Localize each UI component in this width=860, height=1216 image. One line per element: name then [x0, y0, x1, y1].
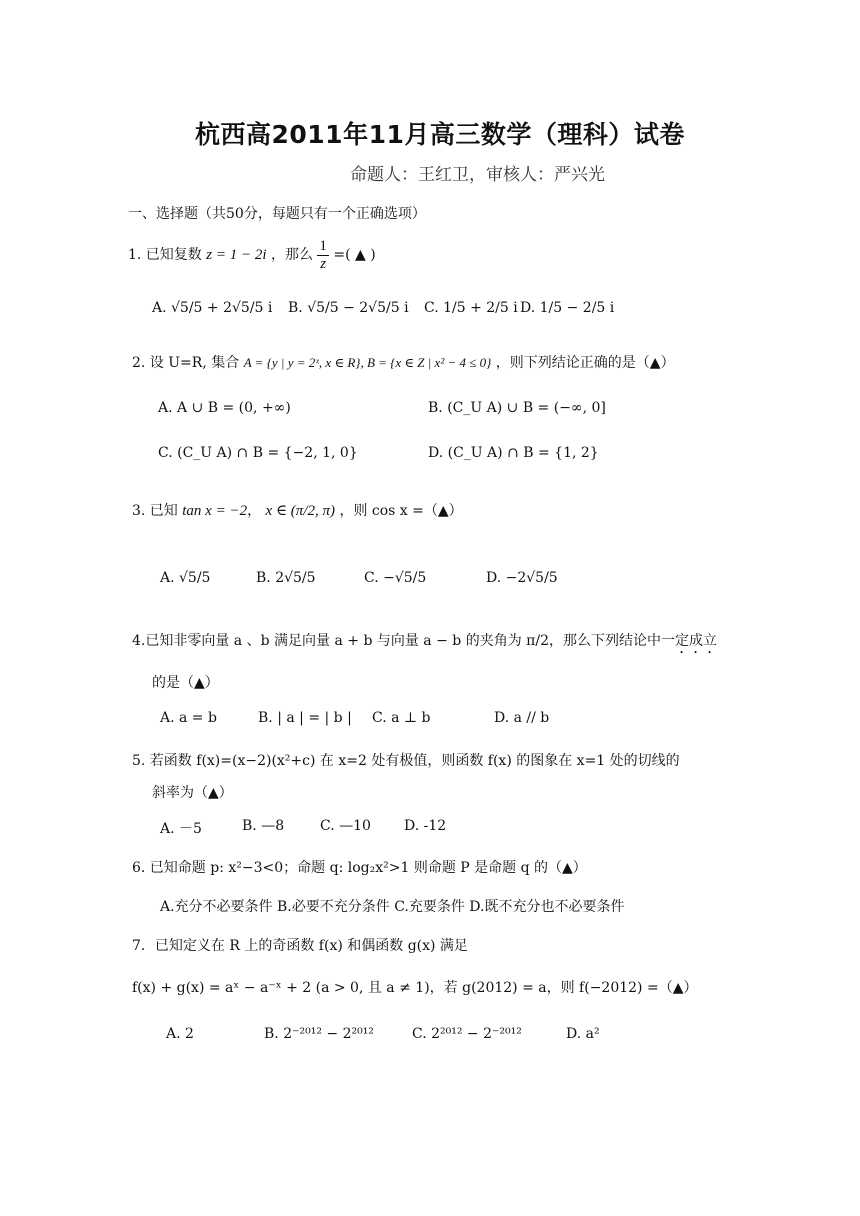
q1-option-d: D. 1/5 − 2/5 i [520, 300, 615, 316]
section-heading: 一、选择题（共50分，每题只有一个正确选项） [128, 206, 426, 222]
q4-stem-line2: 的是（▲） [152, 675, 219, 691]
q1-stem-suffix: =( ▲ ) [333, 247, 376, 263]
authors-line: 命题人：王红卫，审核人：严兴光 [350, 165, 605, 185]
q7-stem-line2: f(x) + g(x) = aˣ − a⁻ˣ + 2 (a > 0, 且 a ≠ 1)，若 g(2012) = a，则 f(−2012) =（▲） [132, 980, 698, 996]
q5-stem-line2: 斜率为（▲） [152, 785, 233, 801]
q4-stem-line1: 4.已知非零向量 a 、b 满足向量 a + b 与向量 a − b 的夹角为 π/2，那么下列结论中一 [132, 633, 675, 649]
question-1-stem [128, 238, 376, 272]
q1-option-b: B. √5/5 − 2√5/5 i [288, 300, 409, 316]
question-7-stem: 7．已知定义在 R 上的奇函数 f(x) 和偶函数 g(x) 满足 [132, 938, 468, 954]
q2-option-d: D. (C_U A) ∩ B = {1, 2} [428, 445, 599, 461]
q3-option-a: A. √5/5 [160, 570, 211, 586]
q4-option-a: A. a = b [160, 710, 217, 726]
q2-option-b: B. (C_U A) ∪ B = (−∞, 0] [428, 400, 606, 416]
question-5-stem: 5. 若函数 f(x)=(x−2)(x²+c) 在 x=2 处有极值，则函数 f(x) 的图象在 x=1 处的切线的 [132, 753, 680, 769]
q1-frac-num: 1 [319, 238, 327, 254]
q1-stem-prefix: 1. 已知复数 [128, 247, 202, 263]
question-4-stem [132, 630, 717, 657]
q2-option-c: C. (C_U A) ∩ B = {−2, 1, 0} [158, 445, 358, 461]
q3-option-c: C. −√5/5 [364, 570, 427, 586]
q1-option-a: A. √5/5 + 2√5/5 i [152, 300, 273, 316]
q1-option-c: C. 1/5 + 2/5 i [424, 300, 518, 316]
question-3-stem: 3. 已知 tan x = −2， x ∈ (π/2, π) ，则 cos x =（▲） [132, 503, 463, 519]
q5-option-d: D. -12 [404, 818, 447, 834]
q2-stem-prefix: 2. 设 U=R, 集合 [132, 355, 240, 371]
q7-option-b: B. 2⁻²⁰¹² − 2²⁰¹² [264, 1026, 374, 1042]
q5-option-b: B. —8 [242, 818, 285, 834]
q1-stem-mid: ，那么 [270, 247, 313, 263]
q1-frac-den: z [320, 255, 327, 272]
q2-option-a: A. A ∪ B = (0, +∞) [158, 400, 291, 416]
q1-fraction [317, 238, 329, 272]
q3-stem-suffix: ，则 cos x =（▲） [339, 503, 463, 519]
q7-option-d: D. a² [566, 1026, 600, 1042]
question-2-stem [132, 352, 675, 372]
q4-option-c: C. a ⊥ b [372, 710, 431, 726]
q3-expr-interval: x ∈ (π/2, π) [265, 503, 335, 519]
q3-expr-tan: tan x = −2 [182, 503, 248, 519]
q4-stem-emphasis: 定成立 [674, 633, 717, 649]
q3-stem-prefix: 3. 已知 [132, 503, 178, 519]
question-6-stem: 6. 已知命题 p: x²−3<0；命题 q: log₂x²>1 则命题 P 是命题 q 的（▲） [132, 860, 587, 876]
q2-sets: A = {y | y = 2ˣ, x ∈ R}, B = {x ∈ Z | x² − 4 ≤ 0} [243, 355, 492, 370]
q5-option-a: A. －5 [160, 821, 202, 837]
page-title: 杭西高2011年11月高三数学（理科）试卷 [195, 120, 685, 149]
q7-option-c: C. 2²⁰¹² − 2⁻²⁰¹² [412, 1026, 522, 1042]
q4-option-d: D. a // b [494, 710, 550, 726]
q7-option-a: A. 2 [166, 1026, 194, 1042]
q3-option-b: B. 2√5/5 [256, 570, 316, 586]
q2-stem-suffix: ，则下列结论正确的是（▲） [495, 355, 675, 371]
q4-option-b: B. | a | = | b | [258, 710, 352, 726]
q5-option-c: C. —10 [320, 818, 371, 834]
q6-options: A.充分不必要条件 B.必要不充分条件 C.充要条件 D.既不充分也不必要条件 [160, 899, 625, 915]
q1-expr: z = 1 − 2i [206, 247, 267, 263]
q3-option-d: D. −2√5/5 [486, 570, 558, 586]
